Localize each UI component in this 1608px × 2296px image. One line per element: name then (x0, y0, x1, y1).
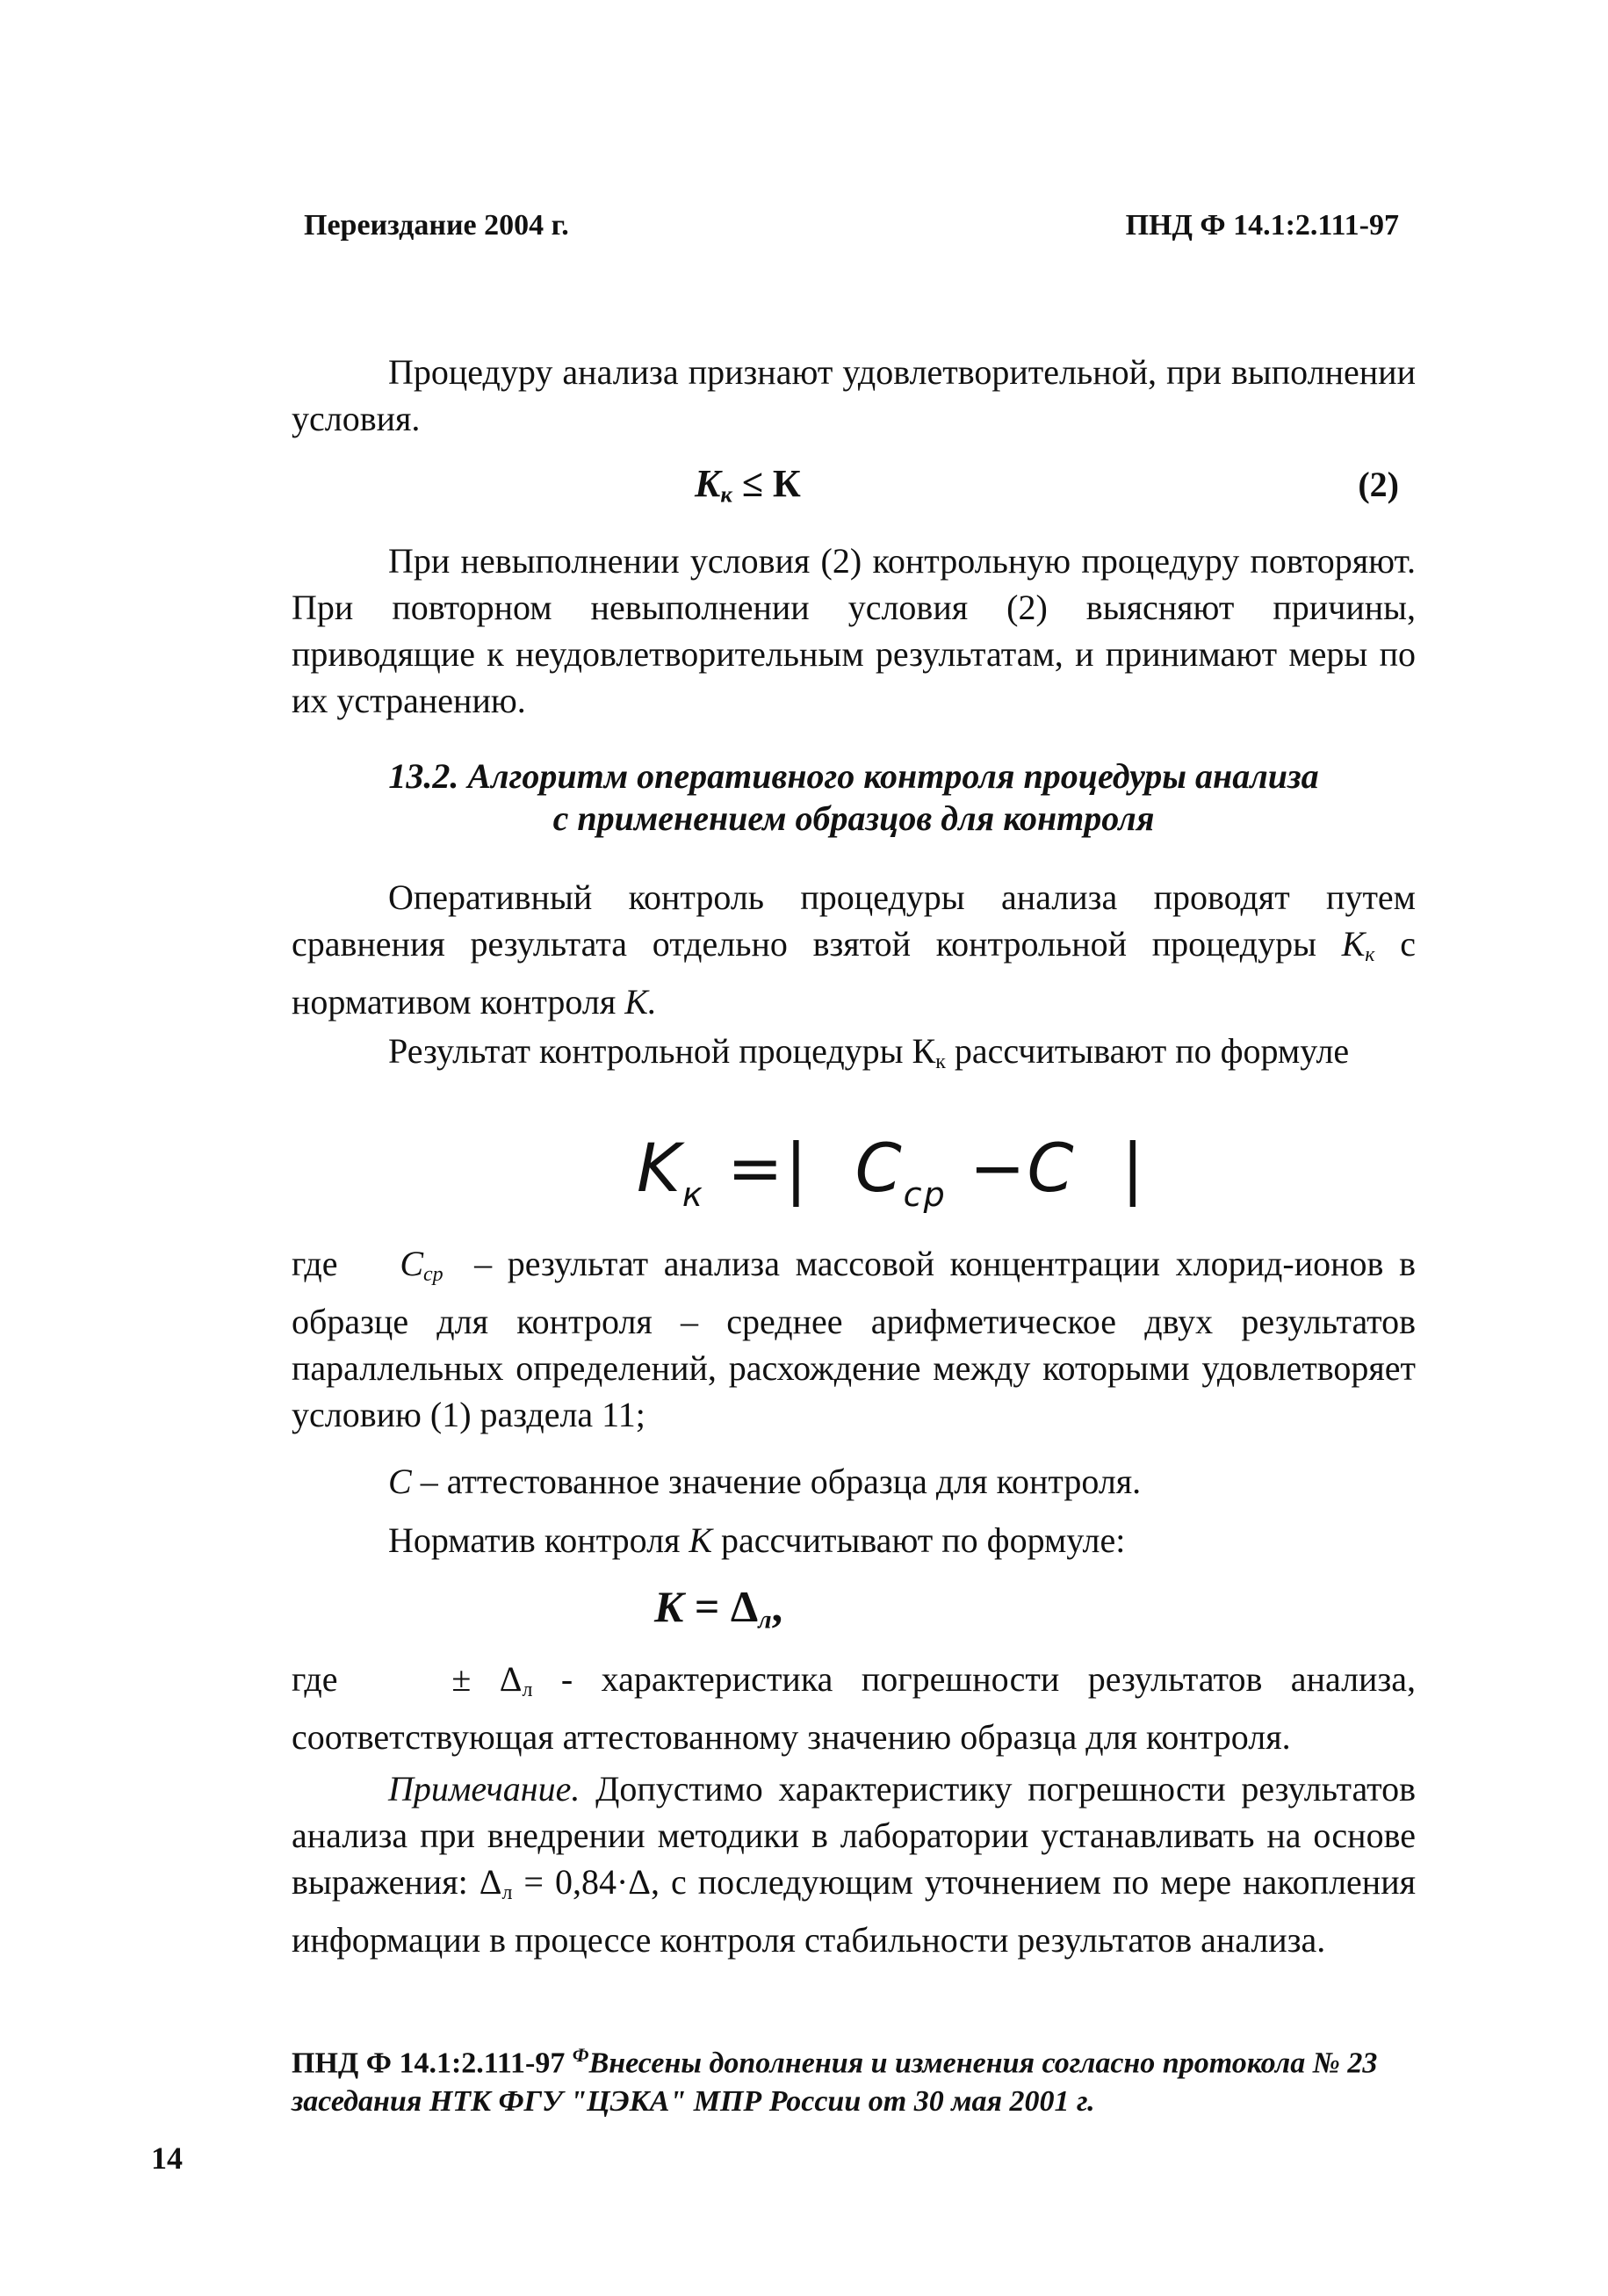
header-doc-code: ПНД Ф 14.1:2.111-97 (1125, 209, 1399, 242)
formula-k-tail: , (771, 1582, 783, 1631)
formula-kk-eq: = (726, 1129, 785, 1207)
section-heading (292, 755, 1416, 840)
section-heading-line2: с применением образцов для контроля (552, 798, 1155, 838)
footer-note (292, 2036, 1424, 2121)
delta-l-symbol: $\Delta_л$ (479, 1862, 513, 1904)
kk-symbol-2: $К_к$ (912, 1031, 946, 1073)
header-edition: Переиздание 2004 г. (304, 209, 569, 242)
where-ccp-text: – результат анализа массовой концентрации хлорид-ионов в образце для контроля – среднее арифметическое двух результатов параллельных определений, расхождение между которыми удовлетворяет условию (1) раздела 11; (292, 1244, 1417, 1434)
intro-paragraph: Процедуру анализа признают удовлетворительной, при выполнении условия. (292, 352, 1416, 438)
where-word-2: где (292, 1659, 338, 1699)
delta-symbol: ± $\Delta_л$ (451, 1659, 533, 1701)
formula-kk-c1-sub: ср (903, 1175, 947, 1215)
formula-kk-lhs: K (637, 1129, 682, 1207)
section-heading-line1: 13.2. Алгоритм оперативного контроля процедуры анализа (388, 756, 1319, 796)
footer-mark: Ф (572, 2044, 589, 2066)
c-symbol: С (388, 1462, 412, 1501)
footer-text: Внесены дополнения и изменения согласно протокола № 23 заседания НТК ФГУ "ЦЭКА" МПР России от 30 мая 2001 г. (292, 2047, 1378, 2119)
formula-k (654, 1581, 782, 1635)
norm-text-2: рассчитывают по формуле: (720, 1520, 1126, 1560)
formula-2-number: (2) (1358, 465, 1399, 504)
formula-kk (637, 1129, 1146, 1214)
note-label: Примечание. (388, 1769, 580, 1809)
operative-control-text-2: с нормативом контроля (292, 924, 1417, 1022)
formula-k-eq: = Δ (694, 1582, 759, 1631)
k-symbol-2: К (689, 1520, 712, 1560)
c-definition-text: – аттестованное значение образца для контроля. (420, 1462, 1142, 1501)
formula-kk-bar-right: | (1121, 1129, 1146, 1207)
operative-control-text: Оперативный контроль процедуры анализа проводят путем сравнения результата отдельно взятой контрольной процедуры (292, 877, 1416, 964)
formula-2 (695, 461, 801, 509)
where-delta-paragraph (292, 1656, 1416, 1760)
k-symbol: К. (624, 982, 657, 1022)
formula-kk-lhs-sub: к (681, 1175, 704, 1215)
c-definition (388, 1458, 1416, 1505)
formula-2-lhs: K (695, 462, 721, 505)
kk-symbol: $К_к$ (1341, 924, 1375, 966)
note-text: Допустимо характеристику погрешности результатов анализа при внедрении методики в лаборатории устанавливать на основе выражения: (292, 1769, 1416, 1902)
formula-kk-minus: − (969, 1129, 1028, 1207)
note-paragraph (292, 1765, 1416, 1963)
norm-text: Норматив контроля (388, 1520, 681, 1560)
operative-control-paragraph (292, 874, 1416, 1025)
result-text-2: рассчитывают по формуле (954, 1031, 1350, 1071)
formula-2-relation: ≤ К (741, 462, 801, 505)
where-delta-text: - характеристика погрешности результатов анализа, соответствующая аттестованному значению образца для контроля. (292, 1659, 1416, 1757)
page-number: 14 (151, 2141, 183, 2176)
formula-k-sub: л (758, 1605, 772, 1635)
where-ccp-paragraph (292, 1240, 1416, 1438)
repeat-procedure-paragraph: При невыполнении условия (2) контрольную процедуру повторяют. При повторном невыполнении условия (2) выясняют причины, приводящие к неудовлетворительным результатам, и принимают меры по их устранению. (292, 541, 1416, 720)
footer-doc-code: ПНД Ф 14.1:2.111-97 (292, 2047, 566, 2080)
formula-kk-c1: C (854, 1129, 904, 1207)
formula-kk-bar-left: | (784, 1129, 810, 1207)
norm-paragraph (388, 1517, 1416, 1563)
formula-k-lhs: K (654, 1582, 684, 1631)
result-paragraph (388, 1028, 1416, 1086)
where-word: где (292, 1244, 338, 1283)
result-text: Результат контрольной процедуры (388, 1031, 904, 1071)
formula-2-lhs-sub: к (720, 480, 732, 508)
formula-kk-c2: C (1027, 1129, 1076, 1207)
note-text-2: = 0,84·Δ, с последующим уточнением по мере накопления информации в процессе контроля стабильности результатов анализа. (292, 1862, 1417, 1960)
ccp-symbol: $C_{ср}$ (400, 1244, 443, 1286)
